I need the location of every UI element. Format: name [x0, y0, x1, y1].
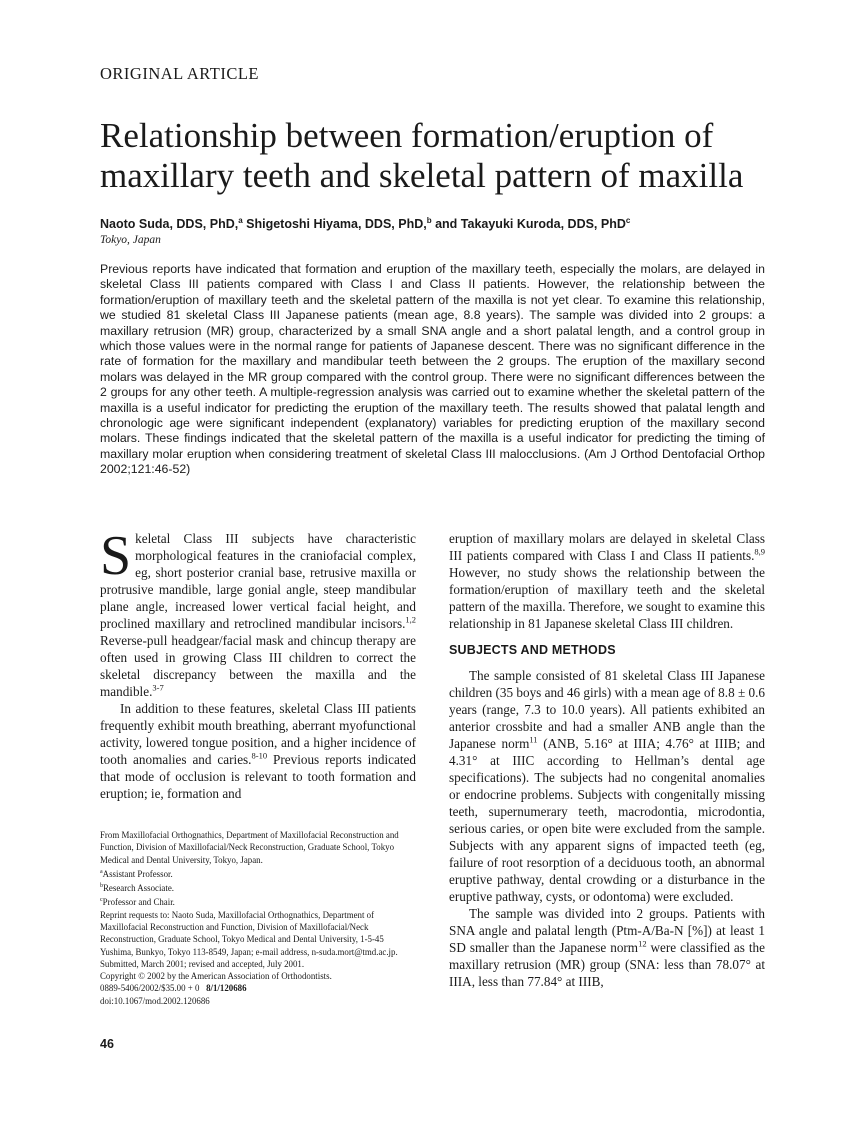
methods-paragraph-2	[449, 905, 765, 990]
footnote-submitted: Submitted, March 2001; revised and accepted, July 2001.	[100, 958, 305, 969]
footnote-role-b	[100, 880, 418, 894]
citation: 12	[638, 938, 647, 949]
methods-p2-text-b: were classified as the maxillary retrusion (MR) group (SNA: less than 78.07° at IIIA, less than 77.84° at IIIB,	[449, 940, 765, 989]
footnote-issn	[100, 982, 418, 994]
abstract: Previous reports have indicated that formation and eruption of the maxillary teeth, especially the molars, are delayed in skeletal Class III patients compared with Class I and Class II patients. However, the relationship between the formation/eruption of maxillary teeth and the skeletal pattern of the maxilla is not yet clear. To examine this relationship, we studied 81 skeletal Class III Japanese patients (mean age, 8.8 years). The sample was divided into 2 groups: a maxillary retrusion (MR) group, characterized by a small SNA angle and a short palatal length, and a control group in which those values were in the normal range for patients of Japanese descent. There was no significant difference in the rate of formation for the maxillary and mandibular teeth between the 2 groups. The eruption of the maxillary second molars was delayed in the MR group compared with the control group. There were no significant differences between the 2 groups for any other teeth. A multiple-regression analysis was carried out to examine whether the skeletal pattern of the maxilla is a useful indicator for predicting the eruption of the maxillary teeth. The results showed that palatal length and chronologic age were significant independent (explanatory) variables for predicting eruption of the maxillary second molars. These findings indicated that the skeletal pattern of the maxilla is a useful indicator for predicting the timing of maxillary molar eruption when considering treatment of skeletal Class III malocclusions. (Am J Orthod Dentofacial Orthop 2002;121:46-52)	[100, 262, 765, 477]
author-suda-affiliation-mark: a	[238, 216, 243, 225]
methods-paragraph-1	[449, 667, 765, 905]
author-hiyama: Shigetoshi Hiyama, DDS, PhD,	[242, 217, 427, 232]
author-list	[100, 216, 630, 231]
intro-p1-text-a: keletal Class III subjects have characteristic morphological features in the craniofacial complex, eg, short posterior cranial base, retrusive maxilla or protrusive mandible, large gonial angle, steep mandibular plane angle, increased lower vertical facial height, and proclined maxillary and retroclined mandibular incisors.	[100, 531, 416, 631]
footnote-text: Professor and Chair.	[102, 897, 175, 908]
article-title: Relationship between formation/eruption of maxillary teeth and skeletal pattern of maxilla	[100, 116, 744, 195]
methods-p1-text-b: (ANB, 5.16° at IIIA; 4.76° at IIIB; and 4.31° at IIIC according to Hellman’s dental age specifications). The subjects had no congenital anomalies or endocrine problems. Subjects with congenitally missing teeth, supernumerary teeth, macrodontia, microdontia, serious caries, or open bite were excluded from the sample. Subjects with any apparent signs of impacted teeth (eg, failure of root resorption of a deciduous tooth, an abnormal eruptive pathway, dental crowding or a disturbance in the eruptive pathway, cysts, or odontoma) were excluded.	[449, 736, 766, 904]
footnote-role-a	[100, 866, 418, 880]
author-location: Tokyo, Japan	[100, 234, 161, 246]
footnote-mark: a	[100, 868, 103, 875]
author-hiyama-affiliation-mark: b	[426, 216, 432, 225]
footnote-mark: c	[100, 897, 103, 904]
citation: 8,9	[754, 546, 765, 557]
author-suda: Naoto Suda, DDS, PhD,	[100, 217, 239, 232]
footnote-doi: doi:10.1067/mod.2002.120686	[100, 995, 210, 1006]
intro-p2-text-b: Previous reports indicated that mode of occlusion is relevant to tooth formation and eruption; ie, formation and	[100, 752, 416, 801]
section-heading-methods: SUBJECTS AND METHODS	[449, 643, 616, 657]
author-kuroda-affiliation-mark: c	[625, 216, 631, 225]
footnote-role-c	[100, 894, 418, 908]
intro-paragraph-3	[449, 530, 765, 632]
citation: 1,2	[405, 614, 416, 625]
methods-p2-text-a: The sample was divided into 2 groups. Patients with SNA angle and palatal length (Ptm-A/Ba-N [%]) at least 1 SD smaller than the Japanese norm	[449, 906, 765, 955]
citation: 3-7	[152, 682, 164, 693]
footnote-affiliation: From Maxillofacial Orthognathics, Department of Maxillofacial Reconstruction and Function, Division of Maxillofacial/Neck Reconstruction, Graduate School, Tokyo Medical and Dental University, Tokyo, Japan.	[100, 830, 399, 865]
body-column-left	[100, 525, 416, 802]
footnote-mark: b	[100, 883, 103, 890]
intro-p3-text-b: However, no study shows the relationship between the formation/eruption of maxillary teeth and the skeletal pattern of the maxilla. Therefore, we sought to examine this relationship in 81 Japanese skeletal Class III children.	[449, 565, 765, 631]
intro-p2-text-a: In addition to these features, skeletal Class III patients frequently exhibit mouth breathing, aberrant myofunctional activity, lowered tongue position, and a higher incidence of tooth anomalies and caries.	[100, 701, 416, 767]
intro-p1-text-b: Reverse-pull headgear/facial mask and chincup therapy are often used in growing Class III children to correct the skeletal discrepancy between the maxilla and the mandible.	[100, 633, 416, 699]
intro-paragraph-2	[100, 700, 416, 802]
footnote-text: Assistant Professor.	[102, 868, 173, 879]
footnotes	[100, 829, 418, 1007]
drop-cap: S	[100, 525, 132, 587]
footnote-reprint: Reprint requests to: Naoto Suda, Maxillofacial Orthognathics, Department of Maxillofacial Reconstruction and Function, Division of Maxillofacial/Neck Reconstruction, Graduate School, Tokyo Medical and Dental University, 1-5-45 Yushima, Bunkyo, Tokyo 113-8549, Japan; e-mail address, n-suda.mort@tmd.ac.jp.	[100, 909, 398, 957]
footnote-text: Research Associate.	[103, 883, 174, 894]
methods-p1-text-a: The sample consisted of 81 skeletal Class III Japanese children (35 boys and 46 girls) with a mean age of 8.8 ± 0.6 years (range, 7.3 to 10.0 years). All patients exhibited an anterior crossbite and had a smaller ANB angle than the Japanese norm	[449, 668, 765, 751]
citation: 11	[529, 734, 538, 745]
page-number: 46	[100, 1037, 114, 1051]
intro-paragraph-1	[100, 525, 416, 700]
author-kuroda: and Takayuki Kuroda, DDS, PhD	[431, 217, 626, 232]
footnote-copyright: Copyright © 2002 by the American Association of Orthodontists.	[100, 971, 332, 982]
body-column-right	[449, 530, 765, 990]
issn-code: 0889-5406/2002/$35.00 + 0	[100, 983, 200, 994]
intro-p3-text-a: eruption of maxillary molars are delayed in skeletal Class III patients compared with Class I and Class II patients.	[449, 531, 765, 563]
citation: 8-10	[251, 750, 268, 761]
section-label: ORIGINAL ARTICLE	[100, 64, 260, 83]
issn-number: 8/1/120686	[206, 983, 247, 994]
